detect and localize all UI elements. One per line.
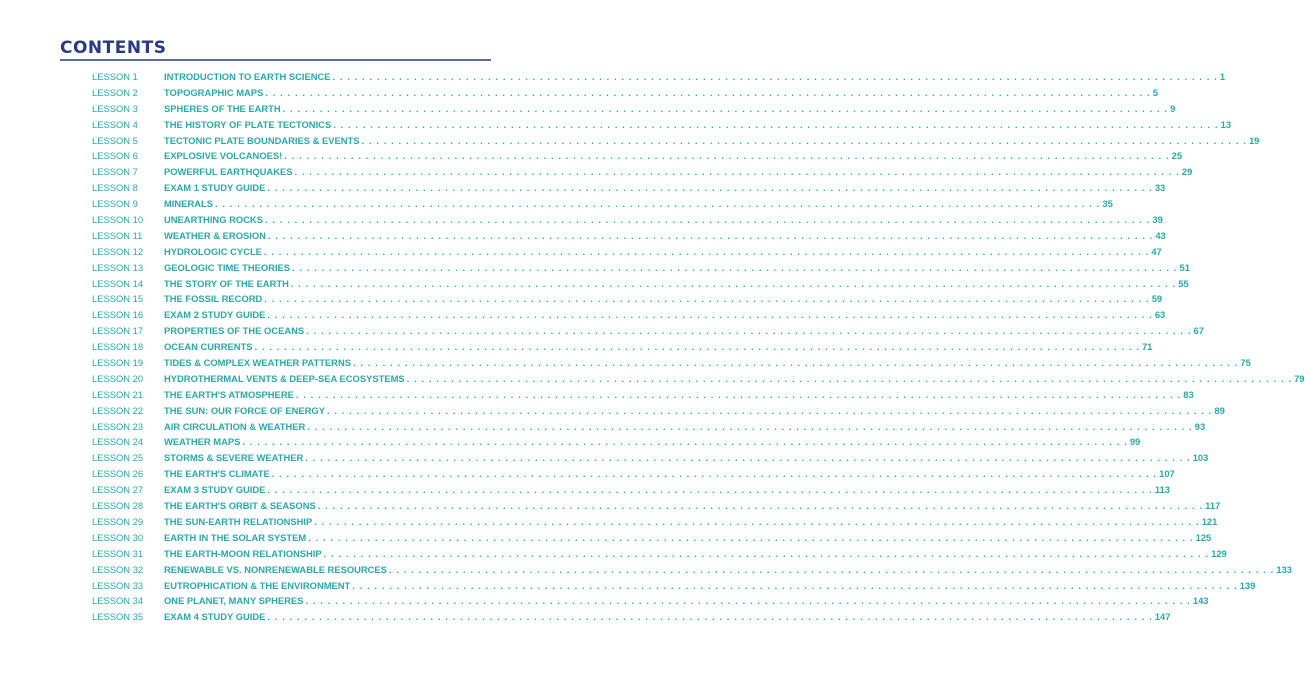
toc-entry — [92, 182, 1166, 198]
toc-lesson-number: LESSON 1 — [92, 71, 138, 82]
toc-lesson-number: LESSON 8 — [92, 182, 138, 194]
toc-entry — [92, 468, 1175, 484]
toc-page-number: 35 — [1102, 198, 1113, 210]
toc-lesson-number: LESSON 21 — [92, 388, 144, 400]
toc-lesson-number: LESSON 14 — [92, 277, 144, 289]
toc-page-number: 33 — [1154, 182, 1166, 194]
toc-page-number: 63 — [1154, 309, 1166, 321]
toc-page-number: 19 — [1248, 134, 1260, 146]
toc-lesson-title: MINERALS — [164, 198, 213, 210]
toc-dot-leader: . . . . . . . . . . . . . . . . . . . . . . . . . . . . . . . . . . . . . . . . . . . . . . . . . . . . . . . . . . . . . . . . . . . . . . . . . . . . . . . . . . . . . . . . . . . . . . . . . . . . . . . . . . . . . . . . . . . . . . . . — [282, 102, 1169, 114]
toc-entry — [92, 325, 1204, 341]
toc-page-number: 1 — [1219, 71, 1226, 82]
toc-lesson-number: LESSON 7 — [92, 166, 138, 178]
toc-page-number: 143 — [1192, 595, 1209, 607]
toc-lesson-title: WEATHER & EROSION — [164, 229, 266, 241]
toc-lesson-number: LESSON 11 — [92, 229, 143, 241]
toc-lesson-title: THE HISTORY OF PLATE TECTONICS — [164, 118, 332, 130]
toc-entry — [92, 579, 1256, 596]
toc-entry — [92, 420, 1206, 437]
toc-page-number: 89 — [1214, 404, 1225, 416]
toc-dot-leader: . . . . . . . . . . . . . . . . . . . . . . . . . . . . . . . . . . . . . . . . . . . . . . . . . . . . . . . . . . . . . . . . . . . . . . . . . . . . . . . . . . . . . . . . . . . . . . . . . . . . . . . . . . . . . . . . . . . . . . . . — [263, 245, 1150, 257]
toc-lesson-number: LESSON 2 — [92, 86, 138, 98]
toc-dot-leader: . . . . . . . . . . . . . . . . . . . . . . . . . . . . . . . . . . . . . . . . . . . . . . . . . . . . . . . . . . . . . . . . . . . . . . . . . . . . . . . . . . . . . . . . . . . . . . . . . . . . . . . . . . . . . . . . . . . . . . . . — [267, 309, 1153, 321]
toc-lesson-title: UNEARTHING ROCKS — [164, 214, 263, 226]
toc-lesson-title: SPHERES OF THE EARTH — [164, 102, 281, 114]
page-title: CONTENTS — [60, 38, 167, 58]
toc-lesson-title: HYDROLOGIC CYCLE — [164, 245, 262, 257]
toc-lesson-number: LESSON 24 — [92, 436, 144, 448]
toc-lesson-number: LESSON 18 — [92, 341, 144, 353]
toc-entry — [92, 484, 1170, 500]
toc-dot-leader: . . . . . . . . . . . . . . . . . . . . . . . . . . . . . . . . . . . . . . . . . . . . . . . . . . . . . . . . . . . . . . . . . . . . . . . . . . . . . . . . . . . . . . . . . . . . . . . . . . . . . . . . . . . . . . . . . . . . . . . . — [264, 293, 1150, 305]
toc-entry — [92, 134, 1260, 151]
toc-entry — [92, 341, 1153, 357]
toc-lesson-number: LESSON 32 — [92, 563, 144, 575]
toc-page-number: 79 — [1294, 372, 1305, 384]
toc-entry — [92, 309, 1166, 325]
toc-page-number: 83 — [1183, 388, 1194, 400]
toc-lesson-number: LESSON 15 — [92, 293, 144, 305]
toc-entry — [92, 245, 1162, 262]
toc-lesson-title: PROPERTIES OF THE OCEANS — [164, 325, 305, 337]
toc-lesson-title: HYDROTHERMAL VENTS & DEEP-SEA ECOSYSTEMS — [164, 372, 405, 384]
toc-page-number: 117 — [1205, 500, 1221, 512]
toc-dot-leader: . . . . . . . . . . . . . . . . . . . . . . . . . . . . . . . . . . . . . . . . . . . . . . . . . . . . . . . . . . . . . . . . . . . . . . . . . . . . . . . . . . . . . . . . . . . . . . . . . . . . . . . . . . . . . . . . . . . . . . . . — [306, 325, 1192, 337]
toc-entry — [92, 372, 1305, 389]
toc-lesson-number: LESSON 17 — [92, 325, 144, 337]
toc-entry — [92, 86, 1158, 103]
toc-dot-leader: . . . . . . . . . . . . . . . . . . . . . . . . . . . . . . . . . . . . . . . . . . . . . . . . . . . . . . . . . . . . . . . . . . . . . . . . . . . . . . . . . . . . . . . . . . . . . . . . . . . . . . . . . . . . . . . . . . . . . . . . — [242, 436, 1128, 448]
toc-lesson-title: EXAM 3 STUDY GUIDE — [164, 484, 266, 496]
toc-page-number: 147 — [1154, 611, 1171, 623]
toc-lesson-title: THE EARTH'S ORBIT & SEASONS — [164, 500, 316, 512]
toc-lesson-number: LESSON 3 — [92, 102, 138, 114]
toc-page-number: 59 — [1151, 293, 1163, 305]
toc-lesson-title: EXAM 2 STUDY GUIDE — [164, 309, 266, 321]
toc-entry — [92, 611, 1171, 627]
toc-entry — [92, 293, 1163, 309]
toc-dot-leader: . . . . . . . . . . . . . . . . . . . . . . . . . . . . . . . . . . . . . . . . . . . . . . . . . . . . . . . . . . . . . . . . . . . . . . . . . . . . . . . . . . . . . . . . . . . . . . . . . . . . . . . . . . . . . . . . . . . . . . . . — [267, 484, 1153, 496]
toc-page-number: 71 — [1141, 341, 1153, 353]
toc-page-number: 107 — [1159, 468, 1175, 480]
toc-lesson-title: THE FOSSIL RECORD — [164, 293, 263, 305]
toc-dot-leader: . . . . . . . . . . . . . . . . . . . . . . . . . . . . . . . . . . . . . . . . . . . . . . . . . . . . . . . . . . . . . . . . . . . . . . . . . . . . . . . . . . . . . . . . . . . . . . . . . . . . . . . . . . . . . . . . . . . . . . . . — [264, 214, 1151, 226]
toc-lesson-number: LESSON 33 — [92, 579, 144, 591]
toc-dot-leader: . . . . . . . . . . . . . . . . . . . . . . . . . . . . . . . . . . . . . . . . . . . . . . . . . . . . . . . . . . . . . . . . . . . . . . . . . . . . . . . . . . . . . . . . . . . . . . . . . . . . . . . . . . . . . . . . . . . . . . . . — [305, 452, 1191, 464]
toc-lesson-number: LESSON 10 — [92, 214, 144, 226]
toc-lesson-title: ONE PLANET, MANY SPHERES — [164, 595, 304, 607]
toc-lesson-title: EXPLOSIVE VOLCANOES! — [164, 150, 283, 162]
toc-dot-leader: . . . . . . . . . . . . . . . . . . . . . . . . . . . . . . . . . . . . . . . . . . . . . . . . . . . . . . . . . . . . . . . . . . . . . . . . . . . . . . . . . . . . . . . . . . . . . . . . . . . . . . . . . . . . . . . . . . . . . . . . — [352, 357, 1239, 369]
toc-lesson-title: TECTONIC PLATE BOUNDARIES & EVENTS — [164, 134, 360, 146]
toc-lesson-number: LESSON 12 — [92, 245, 144, 257]
toc-lesson-number: LESSON 34 — [92, 595, 144, 607]
toc-lesson-title: WEATHER MAPS — [164, 436, 241, 448]
toc-lesson-number: LESSON 5 — [92, 134, 138, 146]
toc-lesson-title: THE EARTH'S CLIMATE — [164, 468, 270, 480]
toc-lesson-title: POWERFUL EARTHQUAKES — [164, 166, 293, 178]
toc-dot-leader: . . . . . . . . . . . . . . . . . . . . . . . . . . . . . . . . . . . . . . . . . . . . . . . . . . . . . . . . . . . . . . . . . . . . . . . . . . . . . . . . . . . . . . . . . . . . . . . . . . . . . . . . . . . . . . . . . . . . . . . . — [307, 420, 1193, 432]
toc-lesson-title: EUTROPHICATION & THE ENVIRONMENT — [164, 579, 351, 591]
toc-lesson-title: OCEAN CURRENTS — [164, 341, 253, 353]
toc-entry — [92, 261, 1190, 278]
toc-page-number: 121 — [1201, 515, 1218, 527]
toc-lesson-title: RENEWABLE VS. NONRENEWABLE RESOURCES — [164, 563, 387, 575]
toc-lesson-title: GEOLOGIC TIME THEORIES — [164, 261, 291, 273]
toc-page-number: 9 — [1170, 102, 1176, 114]
toc-dot-leader: . . . . . . . . . . . . . . . . . . . . . . . . . . . . . . . . . . . . . . . . . . . . . . . . . . . . . . . . . . . . . . . . . . . . . . . . . . . . . . . . . . . . . . . . . . . . . . . . . . . . . . . . . . . . . . . . . . . . . . . . — [314, 515, 1200, 527]
toc-entry — [92, 436, 1141, 452]
toc-lesson-number: LESSON 4 — [92, 118, 138, 130]
toc-page-number: 43 — [1155, 229, 1166, 241]
toc-lesson-title: EXAM 4 STUDY GUIDE — [164, 611, 266, 623]
toc-entry — [92, 547, 1227, 564]
toc-dot-leader: . . . . . . . . . . . . . . . . . . . . . . . . . . . . . . . . . . . . . . . . . . . . . . . . . . . . . . . . . . . . . . . . . . . . . . . . . . . . . . . . . . . . . . . . . . . . . . . . . . . . . . . . . . . . . . . . . . . . . . . . — [332, 71, 1218, 82]
toc-entry — [92, 388, 1194, 405]
toc-dot-leader: . . . . . . . . . . . . . . . . . . . . . . . . . . . . . . . . . . . . . . . . . . . . . . . . . . . . . . . . . . . . . . . . . . . . . . . . . . . . . . . . . . . . . . . . . . . . . . . . . . . . . . . . . . . . . . . . . . . . . . . . — [352, 579, 1238, 591]
toc-entry — [92, 229, 1166, 246]
toc-entry — [92, 357, 1251, 373]
toc-dot-leader: . . . . . . . . . . . . . . . . . . . . . . . . . . . . . . . . . . . . . . . . . . . . . . . . . . . . . . . . . . . . . . . . . . . . . . . . . . . . . . . . . . . . . . . . . . . . . . . . . . . . . . . . . . . . . . . . . . . . . . . . — [292, 261, 1178, 273]
toc-lesson-number: LESSON 23 — [92, 420, 144, 432]
toc-entry — [92, 515, 1218, 532]
toc-entry — [92, 102, 1176, 119]
toc-entry — [92, 166, 1193, 182]
toc-dot-leader: . . . . . . . . . . . . . . . . . . . . . . . . . . . . . . . . . . . . . . . . . . . . . . . . . . . . . . . . . . . . . . . . . . . . . . . . . . . . . . . . . . . . . . . . . . . . . . . . . . . . . . . . . . . . . . . . . . . . . . . . — [254, 341, 1140, 353]
toc-page-number: 67 — [1193, 325, 1204, 337]
toc-dot-leader: . . . . . . . . . . . . . . . . . . . . . . . . . . . . . . . . . . . . . . . . . . . . . . . . . . . . . . . . . . . . . . . . . . . . . . . . . . . . . . . . . . . . . . . . . . . . . . . . . . . . . . . . . . . . . . . . . . . . . . . . — [267, 229, 1154, 241]
toc-page-number: 29 — [1181, 166, 1193, 178]
toc-dot-leader: . . . . . . . . . . . . . . . . . . . . . . . . . . . . . . . . . . . . . . . . . . . . . . . . . . . . . . . . . . . . . . . . . . . . . . . . . . . . . . . . . . . . . . . . . . . . . . . . . . . . . . . . . . . . . . . . . . . . . . . . — [294, 166, 1180, 178]
table-of-contents — [92, 71, 1305, 627]
toc-dot-leader: . . . . . . . . . . . . . . . . . . . . . . . . . . . . . . . . . . . . . . . . . . . . . . . . . . . . . . . . . . . . . . . . . . . . . . . . . . . . . . . . . . . . . . . . . . . . . . . . . . . . . . . . . . . . . . . . . . . . . . . . — [295, 388, 1182, 400]
toc-lesson-title: THE EARTH-MOON RELATIONSHIP — [164, 547, 322, 559]
toc-lesson-title: TIDES & COMPLEX WEATHER PATTERNS — [164, 357, 351, 369]
toc-lesson-title: EARTH IN THE SOLAR SYSTEM — [164, 531, 307, 543]
toc-lesson-number: LESSON 6 — [92, 150, 138, 162]
toc-lesson-number: LESSON 27 — [92, 484, 144, 496]
toc-page-number: 129 — [1211, 547, 1227, 559]
toc-entry — [92, 404, 1225, 421]
toc-page-number: 39 — [1152, 214, 1163, 226]
toc-lesson-title: THE SUN-EARTH RELATIONSHIP — [164, 515, 313, 527]
toc-dot-leader: . . . . . . . . . . . . . . . . . . . . . . . . . . . . . . . . . . . . . . . . . . . . . . . . . . . . . . . . . . . . . . . . . . . . . . . . . . . . . . . . . . . . . . . . . . . . . . . . . . . . . . . . . . . . . . . . . . . . . . . . — [267, 182, 1153, 194]
toc-lesson-number: LESSON 29 — [92, 515, 144, 527]
toc-dot-leader: . . . . . . . . . . . . . . . . . . . . . . . . . . . . . . . . . . . . . . . . . . . . . . . . . . . . . . . . . . . . . . . . . . . . . . . . . . . . . . . . . . . . . . . . . . . . . . . . . . . . . . . . . . . . . . . . . . . . . . . . — [271, 468, 1158, 480]
toc-dot-leader: . . . . . . . . . . . . . . . . . . . . . . . . . . . . . . . . . . . . . . . . . . . . . . . . . . . . . . . . . . . . . . . . . . . . . . . . . . . . . . . . . . . . . . . . . . . . . . . . . . . . . . . . . . . . . . . . . . . . . . . . — [267, 611, 1153, 623]
toc-lesson-title: THE EARTH'S ATMOSPHERE — [164, 388, 294, 400]
toc-page-number: 75 — [1240, 357, 1251, 369]
toc-page-number: 99 — [1129, 436, 1141, 448]
toc-page-number: 13 — [1220, 118, 1232, 130]
toc-entry — [92, 214, 1163, 230]
toc-dot-leader: . . . . . . . . . . . . . . . . . . . . . . . . . . . . . . . . . . . . . . . . . . . . . . . . . . . . . . . . . . . . . . . . . . . . . . . . . . . . . . . . . . . . . . . . . . . . . . . . . . . . . . . . . . . . . . . . . . . . . . . . — [214, 198, 1101, 210]
toc-page-number: 113 — [1154, 484, 1170, 496]
toc-page-number: 139 — [1239, 579, 1256, 591]
toc-lesson-number: LESSON 19 — [92, 357, 144, 369]
toc-page-number: 103 — [1192, 452, 1209, 464]
toc-lesson-number: LESSON 20 — [92, 372, 144, 384]
toc-lesson-number: LESSON 13 — [92, 261, 144, 273]
toc-lesson-title: THE SUN: OUR FORCE OF ENERGY — [164, 404, 325, 416]
toc-entry — [92, 595, 1209, 611]
toc-page-number: 5 — [1152, 86, 1158, 98]
toc-page-number: 133 — [1276, 563, 1293, 575]
toc-lesson-number: LESSON 16 — [92, 309, 144, 321]
toc-lesson-number: LESSON 25 — [92, 452, 144, 464]
toc-page-number: 55 — [1178, 277, 1189, 289]
toc-entry — [92, 277, 1189, 294]
toc-page-number: 51 — [1179, 261, 1190, 273]
toc-dot-leader: . . . . . . . . . . . . . . . . . . . . . . . . . . . . . . . . . . . . . . . . . . . . . . . . . . . . . . . . . . . . . . . . . . . . . . . . . . . . . . . . . . . . . . . . . . . . . . . . . . . . . . . . . . . . . . . . . . . . . . . . — [388, 563, 1275, 575]
title-underline — [60, 59, 491, 61]
toc-dot-leader: . . . . . . . . . . . . . . . . . . . . . . . . . . . . . . . . . . . . . . . . . . . . . . . . . . . . . . . . . . . . . . . . . . . . . . . . . . . . . . . . . . . . . . . . . . . . . . . . . . . . . . . . . . . . . . . . . . . . . . . . — [290, 277, 1177, 289]
toc-dot-leader: . . . . . . . . . . . . . . . . . . . . . . . . . . . . . . . . . . . . . . . . . . . . . . . . . . . . . . . . . . . . . . . . . . . . . . . . . . . . . . . . . . . . . . . . . . . . . . . . . . . . . . . . . . . . . . . . . . . . . . . . — [333, 118, 1219, 130]
toc-lesson-title: EXAM 1 STUDY GUIDE — [164, 182, 266, 194]
toc-dot-leader: . . . . . . . . . . . . . . . . . . . . . . . . . . . . . . . . . . . . . . . . . . . . . . . . . . . . . . . . . . . . . . . . . . . . . . . . . . . . . . . . . . . . . . . . . . . . . . . . . . . . . . . . . . . . . . . . . . . . . . . . — [326, 404, 1213, 416]
toc-lesson-number: LESSON 26 — [92, 468, 144, 480]
toc-lesson-number: LESSON 31 — [92, 547, 144, 559]
toc-dot-leader: . . . . . . . . . . . . . . . . . . . . . . . . . . . . . . . . . . . . . . . . . . . . . . . . . . . . . . . . . . . . . . . . . . . . . . . . . . . . . . . . . . . . . . . . . . . . . . . . . . . . . . . . . . . . . . . . . . . . . . . . — [406, 372, 1293, 384]
toc-lesson-number: LESSON 9 — [92, 198, 138, 210]
toc-entry — [92, 563, 1293, 580]
toc-page-number: 125 — [1195, 531, 1212, 543]
toc-page-number: 25 — [1171, 150, 1183, 162]
toc-entry — [92, 198, 1113, 214]
toc-dot-leader: . . . . . . . . . . . . . . . . . . . . . . . . . . . . . . . . . . . . . . . . . . . . . . . . . . . . . . . . . . . . . . . . . . . . . . . . . . . . . . . . . . . . . . . . . . . . . . . . . . . . . . . . . . . . . . . . . . . . . . . . — [308, 531, 1194, 543]
toc-dot-leader: . . . . . . . . . . . . . . . . . . . . . . . . . . . . . . . . . . . . . . . . . . . . . . . . . . . . . . . . . . . . . . . . . . . . . . . . . . . . . . . . . . . . . . . . . . . . . . . . . . . . . . . . . . . . . . . . . . . . . . . . — [265, 86, 1151, 98]
toc-dot-leader: . . . . . . . . . . . . . . . . . . . . . . . . . . . . . . . . . . . . . . . . . . . . . . . . . . . . . . . . . . . . . . . . . . . . . . . . . . . . . . . . . . . . . . . . . . . . . . . . . . . . . . . . . . . . . . . . . . . . . . . . — [323, 547, 1210, 559]
toc-entry — [92, 71, 1226, 87]
toc-page-number: 47 — [1151, 245, 1162, 257]
toc-lesson-number: LESSON 28 — [92, 500, 144, 512]
toc-entry — [92, 118, 1232, 135]
toc-lesson-title: THE STORY OF THE EARTH — [164, 277, 289, 289]
toc-lesson-title: TOPOGRAPHIC MAPS — [164, 86, 264, 98]
toc-dot-leader: . . . . . . . . . . . . . . . . . . . . . . . . . . . . . . . . . . . . . . . . . . . . . . . . . . . . . . . . . . . . . . . . . . . . . . . . . . . . . . . . . . . . . . . . . . . . . . . . . . . . . . . . . . . . . . . . . . . . . . . . — [284, 150, 1170, 162]
toc-lesson-number: LESSON 30 — [92, 531, 144, 543]
toc-dot-leader: . . . . . . . . . . . . . . . . . . . . . . . . . . . . . . . . . . . . . . . . . . . . . . . . . . . . . . . . . . . . . . . . . . . . . . . . . . . . . . . . . . . . . . . . . . . . . . . . . . . . . . . . . . . . . . . . . . . . . . . . — [361, 134, 1247, 146]
toc-entry — [92, 531, 1212, 548]
toc-dot-leader: . . . . . . . . . . . . . . . . . . . . . . . . . . . . . . . . . . . . . . . . . . . . . . . . . . . . . . . . . . . . . . . . . . . . . . . . . . . . . . . . . . . . . . . . . . . . . . . . . . . . . . . . . . . . . . . . . . . . . . . . — [305, 595, 1191, 607]
toc-entry — [92, 452, 1209, 468]
toc-lesson-title: AIR CIRCULATION & WEATHER — [164, 420, 306, 432]
toc-lesson-number: LESSON 22 — [92, 404, 144, 416]
toc-dot-leader: . . . . . . . . . . . . . . . . . . . . . . . . . . . . . . . . . . . . . . . . . . . . . . . . . . . . . . . . . . . . . . . . . . . . . . . . . . . . . . . . . . . . . . . . . . . . . . . . . . . . . . . . . . . . . . . . . . . . . . . . — [317, 500, 1204, 512]
toc-lesson-number: LESSON 35 — [92, 611, 144, 623]
toc-entry — [92, 500, 1221, 516]
toc-lesson-title: INTRODUCTION TO EARTH SCIENCE — [164, 71, 331, 82]
toc-page-number: 93 — [1194, 420, 1206, 432]
toc-entry — [92, 150, 1183, 166]
toc-lesson-title: STORMS & SEVERE WEATHER — [164, 452, 304, 464]
